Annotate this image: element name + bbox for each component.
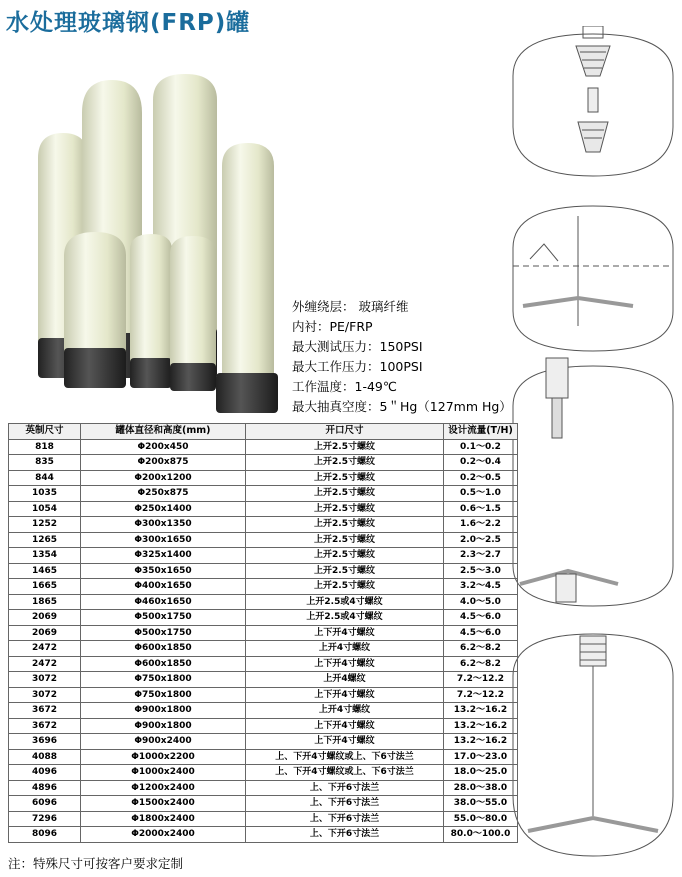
cell-size: 1465 bbox=[9, 563, 81, 579]
table-row bbox=[9, 749, 518, 765]
cell-opening: 上开4寸螺纹 bbox=[246, 703, 444, 719]
cell-opening: 上开2.5寸螺纹 bbox=[246, 501, 444, 517]
table-row bbox=[9, 455, 518, 471]
cell-flow: 0.6～1.5 bbox=[444, 501, 518, 517]
cell-dimension: Φ500x1750 bbox=[81, 610, 246, 626]
tank-diagram-hub-lateral bbox=[513, 358, 673, 606]
cell-size: 844 bbox=[9, 470, 81, 486]
tank-diagram-lateral bbox=[513, 206, 673, 351]
cell-dimension: Φ750x1800 bbox=[81, 672, 246, 688]
table-row bbox=[9, 625, 518, 641]
cell-size: 4896 bbox=[9, 780, 81, 796]
cell-size: 3072 bbox=[9, 672, 81, 688]
cell-flow: 7.2～12.2 bbox=[444, 672, 518, 688]
col-header-size: 英制尺寸 bbox=[9, 424, 81, 440]
cell-flow: 38.0～55.0 bbox=[444, 796, 518, 812]
table-row bbox=[9, 780, 518, 796]
table-row bbox=[9, 687, 518, 703]
cell-flow: 80.0～100.0 bbox=[444, 827, 518, 843]
table-row bbox=[9, 656, 518, 672]
cell-flow: 55.0～80.0 bbox=[444, 811, 518, 827]
tank-diagram-top-distributor bbox=[513, 26, 673, 176]
table-row bbox=[9, 610, 518, 626]
cell-flow: 2.0～2.5 bbox=[444, 532, 518, 548]
cell-size: 1252 bbox=[9, 517, 81, 533]
cell-opening: 上、下开4寸螺纹或上、下6寸法兰 bbox=[246, 765, 444, 781]
cell-flow: 17.0～23.0 bbox=[444, 749, 518, 765]
cell-opening: 上开4螺纹 bbox=[246, 672, 444, 688]
tank-diagrams bbox=[508, 26, 678, 866]
col-header-dimension: 罐体直径和高度(mm) bbox=[81, 424, 246, 440]
cell-opening: 上开2.5或4寸螺纹 bbox=[246, 594, 444, 610]
table-row bbox=[9, 703, 518, 719]
cell-dimension: Φ600x1850 bbox=[81, 641, 246, 657]
spec-max-vacuum: 最大抽真空度：5＂Hg（127mm Hg） bbox=[292, 399, 512, 414]
cell-flow: 1.6～2.2 bbox=[444, 517, 518, 533]
cell-size: 3072 bbox=[9, 687, 81, 703]
table-row bbox=[9, 594, 518, 610]
cell-size: 7296 bbox=[9, 811, 81, 827]
table-row bbox=[9, 532, 518, 548]
table-row bbox=[9, 718, 518, 734]
cell-flow: 13.2～16.2 bbox=[444, 718, 518, 734]
cell-dimension: Φ1000x2400 bbox=[81, 765, 246, 781]
cell-dimension: Φ250x875 bbox=[81, 486, 246, 502]
table-row bbox=[9, 827, 518, 843]
cell-opening: 上、下开6寸法兰 bbox=[246, 780, 444, 796]
table-header-row bbox=[9, 424, 518, 440]
page-title: 水处理玻璃钢(FRP)罐 bbox=[6, 10, 251, 36]
cell-flow: 4.5～6.0 bbox=[444, 625, 518, 641]
cell-dimension: Φ400x1650 bbox=[81, 579, 246, 595]
cell-opening: 上开2.5寸螺纹 bbox=[246, 517, 444, 533]
cell-opening: 上开2.5寸螺纹 bbox=[246, 532, 444, 548]
table-row bbox=[9, 517, 518, 533]
cell-flow: 0.5～1.0 bbox=[444, 486, 518, 502]
cell-flow: 13.2～16.2 bbox=[444, 734, 518, 750]
table-row bbox=[9, 796, 518, 812]
cell-flow: 0.2～0.5 bbox=[444, 470, 518, 486]
spec-max-work-pressure: 最大工作压力：100PSI bbox=[292, 359, 423, 374]
cell-opening: 上开2.5或4寸螺纹 bbox=[246, 610, 444, 626]
spec-table bbox=[8, 423, 518, 843]
cell-dimension: Φ1000x2200 bbox=[81, 749, 246, 765]
cell-dimension: Φ900x2400 bbox=[81, 734, 246, 750]
cell-size: 2472 bbox=[9, 656, 81, 672]
cell-size: 6096 bbox=[9, 796, 81, 812]
cell-size: 2472 bbox=[9, 641, 81, 657]
cell-dimension: Φ900x1800 bbox=[81, 718, 246, 734]
cell-flow: 3.2～4.5 bbox=[444, 579, 518, 595]
cell-opening: 上开2.5寸螺纹 bbox=[246, 486, 444, 502]
cell-dimension: Φ200x450 bbox=[81, 439, 246, 455]
table-row bbox=[9, 470, 518, 486]
cell-opening: 上、下开6寸法兰 bbox=[246, 827, 444, 843]
cell-dimension: Φ300x1350 bbox=[81, 517, 246, 533]
spec-lining: 内衬：PE/FRP bbox=[292, 319, 373, 334]
cell-size: 4096 bbox=[9, 765, 81, 781]
cell-flow: 2.3～2.7 bbox=[444, 548, 518, 564]
table-row bbox=[9, 765, 518, 781]
cell-opening: 上开2.5寸螺纹 bbox=[246, 470, 444, 486]
cell-dimension: Φ460x1650 bbox=[81, 594, 246, 610]
cell-size: 3672 bbox=[9, 703, 81, 719]
cell-size: 3672 bbox=[9, 718, 81, 734]
spec-outer-layer: 外缠绕层： 玻璃纤维 bbox=[292, 299, 409, 314]
spec-work-temperature: 工作温度：1-49℃ bbox=[292, 379, 397, 394]
table-row bbox=[9, 811, 518, 827]
cell-dimension: Φ325x1400 bbox=[81, 548, 246, 564]
cell-opening: 上下开4寸螺纹 bbox=[246, 718, 444, 734]
cell-dimension: Φ200x1200 bbox=[81, 470, 246, 486]
table-row bbox=[9, 672, 518, 688]
table-row bbox=[9, 641, 518, 657]
cell-opening: 上开2.5寸螺纹 bbox=[246, 548, 444, 564]
cell-opening: 上、下开6寸法兰 bbox=[246, 796, 444, 812]
cell-size: 2069 bbox=[9, 610, 81, 626]
cell-dimension: Φ300x1650 bbox=[81, 532, 246, 548]
tank-diagram-bottom-lateral bbox=[513, 634, 673, 856]
col-header-flow: 设计流量(T/H) bbox=[444, 424, 518, 440]
cell-dimension: Φ750x1800 bbox=[81, 687, 246, 703]
cell-opening: 上开2.5寸螺纹 bbox=[246, 563, 444, 579]
spec-list bbox=[292, 297, 512, 417]
cell-flow: 0.1～0.2 bbox=[444, 439, 518, 455]
cell-opening: 上开4寸螺纹 bbox=[246, 641, 444, 657]
cell-dimension: Φ1800x2400 bbox=[81, 811, 246, 827]
cell-dimension: Φ1200x2400 bbox=[81, 780, 246, 796]
cell-size: 818 bbox=[9, 439, 81, 455]
cell-flow: 28.0～38.0 bbox=[444, 780, 518, 796]
table-row bbox=[9, 439, 518, 455]
cell-dimension: Φ2000x2400 bbox=[81, 827, 246, 843]
cell-opening: 上、下开4寸螺纹或上、下6寸法兰 bbox=[246, 749, 444, 765]
cell-dimension: Φ250x1400 bbox=[81, 501, 246, 517]
cell-dimension: Φ1500x2400 bbox=[81, 796, 246, 812]
frp-tanks-photo bbox=[8, 38, 304, 418]
cell-size: 1665 bbox=[9, 579, 81, 595]
cell-flow: 6.2～8.2 bbox=[444, 641, 518, 657]
cell-flow: 13.2～16.2 bbox=[444, 703, 518, 719]
cell-flow: 0.2～0.4 bbox=[444, 455, 518, 471]
cell-opening: 上下开4寸螺纹 bbox=[246, 625, 444, 641]
cell-size: 2069 bbox=[9, 625, 81, 641]
cell-size: 1865 bbox=[9, 594, 81, 610]
cell-opening: 上开2.5寸螺纹 bbox=[246, 439, 444, 455]
cell-flow: 2.5～3.0 bbox=[444, 563, 518, 579]
cell-dimension: Φ200x875 bbox=[81, 455, 246, 471]
table-row bbox=[9, 563, 518, 579]
cell-size: 835 bbox=[9, 455, 81, 471]
footnote: 注：特殊尺寸可按客户要求定制 bbox=[8, 856, 184, 871]
cell-size: 8096 bbox=[9, 827, 81, 843]
cell-dimension: Φ600x1850 bbox=[81, 656, 246, 672]
table-row bbox=[9, 501, 518, 517]
cell-opening: 上下开4寸螺纹 bbox=[246, 687, 444, 703]
cell-dimension: Φ350x1650 bbox=[81, 563, 246, 579]
cell-flow: 18.0～25.0 bbox=[444, 765, 518, 781]
table-row bbox=[9, 579, 518, 595]
cell-opening: 上开2.5寸螺纹 bbox=[246, 579, 444, 595]
cell-size: 1354 bbox=[9, 548, 81, 564]
cell-dimension: Φ900x1800 bbox=[81, 703, 246, 719]
cell-size: 1054 bbox=[9, 501, 81, 517]
spec-max-test-pressure: 最大测试压力：150PSI bbox=[292, 339, 423, 354]
cell-flow: 4.5～6.0 bbox=[444, 610, 518, 626]
table-row bbox=[9, 548, 518, 564]
cell-flow: 4.0～5.0 bbox=[444, 594, 518, 610]
cell-size: 4088 bbox=[9, 749, 81, 765]
cell-opening: 上下开4寸螺纹 bbox=[246, 656, 444, 672]
cell-opening: 上、下开6寸法兰 bbox=[246, 811, 444, 827]
col-header-opening: 开口尺寸 bbox=[246, 424, 444, 440]
cell-flow: 6.2～8.2 bbox=[444, 656, 518, 672]
table-row bbox=[9, 734, 518, 750]
cell-size: 1265 bbox=[9, 532, 81, 548]
cell-size: 1035 bbox=[9, 486, 81, 502]
cell-opening: 上开2.5寸螺纹 bbox=[246, 455, 444, 471]
cell-opening: 上下开4寸螺纹 bbox=[246, 734, 444, 750]
cell-size: 3696 bbox=[9, 734, 81, 750]
table-row bbox=[9, 486, 518, 502]
cell-flow: 7.2～12.2 bbox=[444, 687, 518, 703]
cell-dimension: Φ500x1750 bbox=[81, 625, 246, 641]
